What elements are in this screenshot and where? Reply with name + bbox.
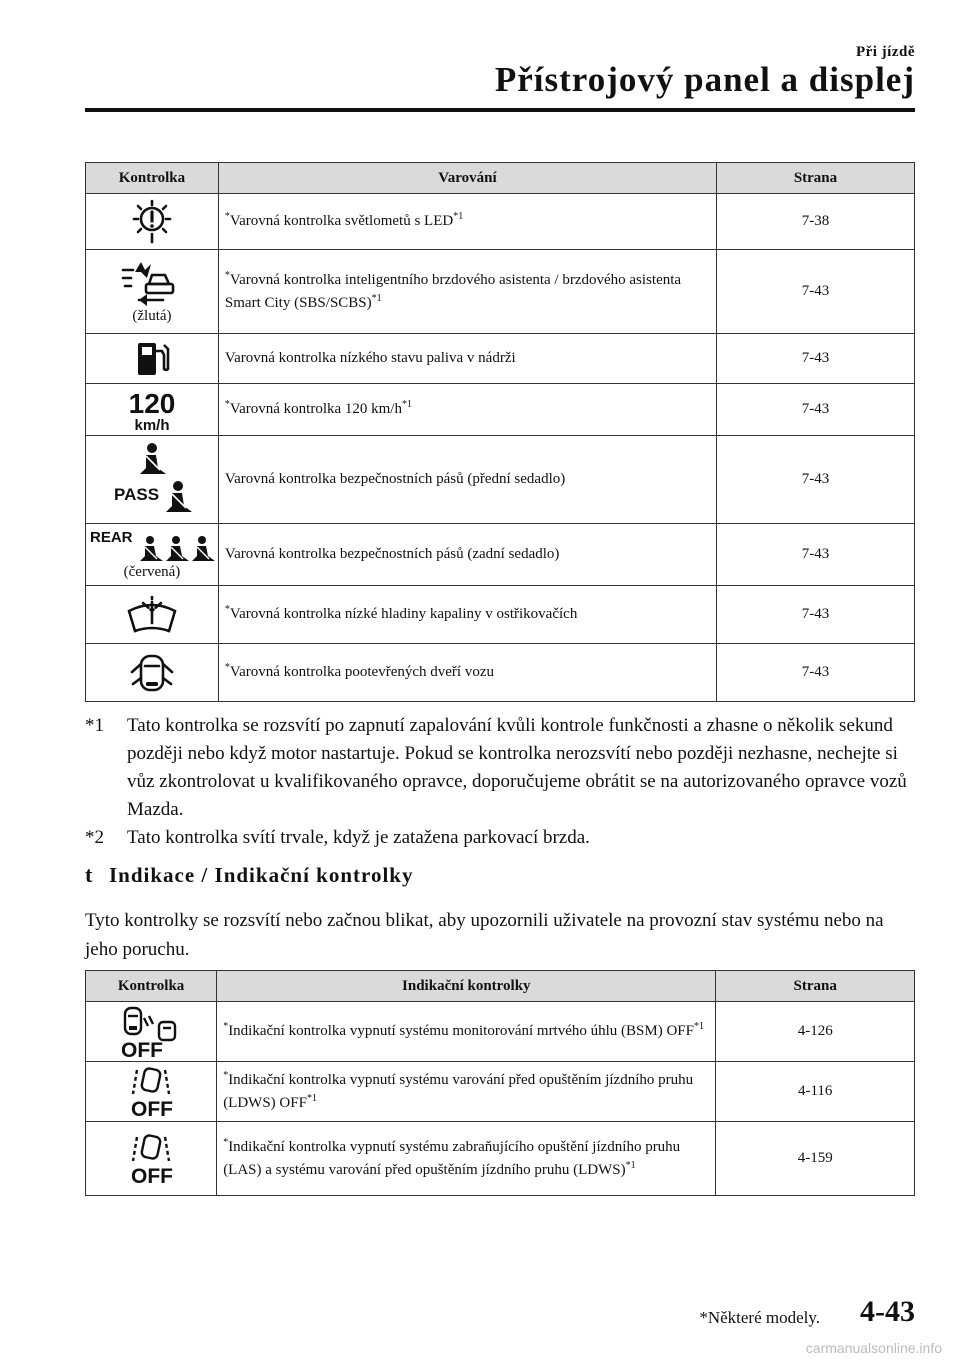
- pass-icon-text: PASS: [113, 484, 159, 504]
- page-number: 4-43: [860, 1295, 915, 1328]
- footnote-mark: *2: [85, 827, 104, 848]
- table-header-row: [86, 163, 915, 194]
- smart-brake-support-warning-icon: [119, 258, 185, 306]
- indicator-description: Indikační kontrolka vypnutí systému monitorování mrtvého úhlu (BSM) OFF: [228, 1023, 694, 1040]
- asterisk-mark: *: [223, 1136, 229, 1148]
- page-reference: 7-43: [716, 436, 914, 524]
- intro-paragraph: Tyto kontrolky se rozsvítí nebo začnou blikat, aby upozornili uživatele na provozní stav systému nebo na jeho poruchu.: [85, 910, 884, 960]
- page-title: Přístrojový panel a displej: [494, 60, 915, 99]
- low-fuel-warning-icon: [132, 339, 172, 379]
- warning-description: Varovná kontrolka bezpečnostních pásů (přední sedadlo): [218, 436, 716, 524]
- table-row: [86, 524, 915, 586]
- warning-description: Varovná kontrolka 120 km/h: [229, 401, 402, 418]
- table-row: [86, 384, 915, 436]
- table-row: [86, 250, 915, 334]
- icon-color-note: (žlutá): [132, 308, 172, 324]
- table-row: [86, 1062, 915, 1122]
- column-header-icon: Kontrolka: [86, 971, 217, 1002]
- off-icon-text: OFF: [121, 1038, 164, 1058]
- front-seat-belt-warning-icon: [110, 440, 194, 520]
- footnote-ref: *1: [694, 1021, 704, 1033]
- ldws-off-indicator-icon: [127, 1066, 175, 1118]
- page-reference: 7-43: [716, 334, 914, 384]
- footnote-mark: *1: [85, 715, 104, 736]
- table-row: [86, 334, 915, 384]
- table-row: [86, 194, 915, 250]
- page-reference: 4-126: [716, 1002, 915, 1062]
- indicator-lights-table: [85, 970, 915, 1196]
- table-row: [86, 586, 915, 644]
- rear-seat-belt-warning-icon: [88, 528, 216, 562]
- footnote-ref: *1: [306, 1092, 317, 1104]
- table-row: [86, 644, 915, 702]
- section-marker: t: [85, 862, 93, 887]
- footnotes: [85, 712, 920, 852]
- las-ldws-off-indicator-icon: [127, 1133, 175, 1185]
- warning-description: Varovná kontrolka inteligentního brzdového asistenta / brzdového asistenta Smart City (SBS/SCBS): [224, 271, 682, 311]
- footnote-text: Tato kontrolka svítí trvale, když je zatažena parkovací brzda.: [127, 827, 590, 848]
- column-header-icon: Kontrolka: [86, 163, 219, 194]
- asterisk-mark: *: [224, 662, 230, 674]
- rear-icon-text: REAR: [89, 529, 133, 546]
- page-reference: 7-38: [716, 194, 914, 250]
- table-row: [86, 1122, 915, 1196]
- indicator-description: Indikační kontrolka vypnutí systému zabraňujícího opuštění jízdního pruhu (LAS) a systému varování před opuštěním jízdního pruhu (LDWS): [223, 1138, 681, 1178]
- warning-description: Varovná kontrolka pootevřených dveří vozu: [229, 664, 495, 681]
- table-header-row: [86, 971, 915, 1002]
- door-ajar-warning-icon: [128, 650, 176, 696]
- off-icon-text: OFF: [131, 1164, 174, 1185]
- table-row: [86, 436, 915, 524]
- section-heading: [85, 862, 413, 888]
- page-reference: 4-159: [716, 1122, 915, 1196]
- asterisk-mark: *: [224, 211, 230, 223]
- header-divider: [85, 108, 915, 112]
- footer-note: *Některé modely.: [699, 1308, 820, 1327]
- column-header-indicator: Indikační kontrolky: [217, 971, 716, 1002]
- running-header-section: Při jízdě: [855, 44, 915, 60]
- column-header-page: Strana: [716, 163, 914, 194]
- footnote-ref: *1: [625, 1159, 636, 1171]
- page-reference: 7-43: [716, 250, 914, 334]
- footnote-ref: *1: [371, 292, 382, 304]
- column-header-warning: Varování: [218, 163, 716, 194]
- icon-color-note: (červená): [123, 564, 181, 580]
- speed-icon-number: 120: [128, 387, 176, 419]
- low-washer-fluid-warning-icon: [123, 593, 181, 637]
- page-reference: 7-43: [716, 644, 914, 702]
- page-reference: 7-43: [716, 384, 914, 436]
- speed-120-warning-icon: [122, 387, 182, 433]
- footnote-ref: *1: [453, 211, 464, 223]
- page-reference: 7-43: [716, 524, 914, 586]
- warning-description: Varovná kontrolka světlometů s LED: [229, 213, 454, 230]
- table-row: [86, 1002, 915, 1062]
- bsm-off-indicator-icon: [119, 1006, 183, 1058]
- off-icon-text: OFF: [131, 1097, 174, 1118]
- led-headlight-warning-icon: [124, 198, 180, 246]
- warning-description: Varovná kontrolka bezpečnostních pásů (zadní sedadlo): [218, 524, 716, 586]
- page-reference: 4-116: [716, 1062, 915, 1122]
- asterisk-mark: *: [223, 1069, 229, 1081]
- warning-description: Varovná kontrolka nízkého stavu paliva v nádrži: [218, 334, 716, 384]
- column-header-page: Strana: [716, 971, 915, 1002]
- footnote-ref: *1: [401, 399, 412, 411]
- warning-lights-table: [85, 162, 915, 702]
- indicator-description: Indikační kontrolka vypnutí systému varování před opuštěním jízdního pruhu (LDWS) OFF: [223, 1071, 694, 1111]
- footnote: [85, 824, 920, 852]
- footnote-text: Tato kontrolka se rozsvítí po zapnutí zapalování kvůli kontrole funkčnosti a zhasne o několik sekund později nebo když motor nastartuje. Pokud se kontrolka nerozsvítí nebo později nezhasne, nechejte si vůz zkontrolovat u kvalifikovaného opravce, doporučujeme obrátit se na autorizovaného opravce vozů Mazda.: [127, 715, 907, 820]
- watermark: carmanualsonline.info: [805, 1340, 942, 1356]
- warning-description: Varovná kontrolka nízké hladiny kapaliny v ostřikovačích: [229, 606, 578, 623]
- asterisk-mark: *: [224, 604, 230, 616]
- footnote: [85, 712, 920, 824]
- asterisk-mark: *: [224, 269, 230, 281]
- page-reference: 7-43: [716, 586, 914, 644]
- asterisk-mark: *: [223, 1021, 229, 1033]
- speed-icon-unit: km/h: [134, 416, 170, 433]
- asterisk-mark: *: [224, 399, 230, 411]
- section-title: Indikace / Indikační kontrolky: [109, 862, 414, 887]
